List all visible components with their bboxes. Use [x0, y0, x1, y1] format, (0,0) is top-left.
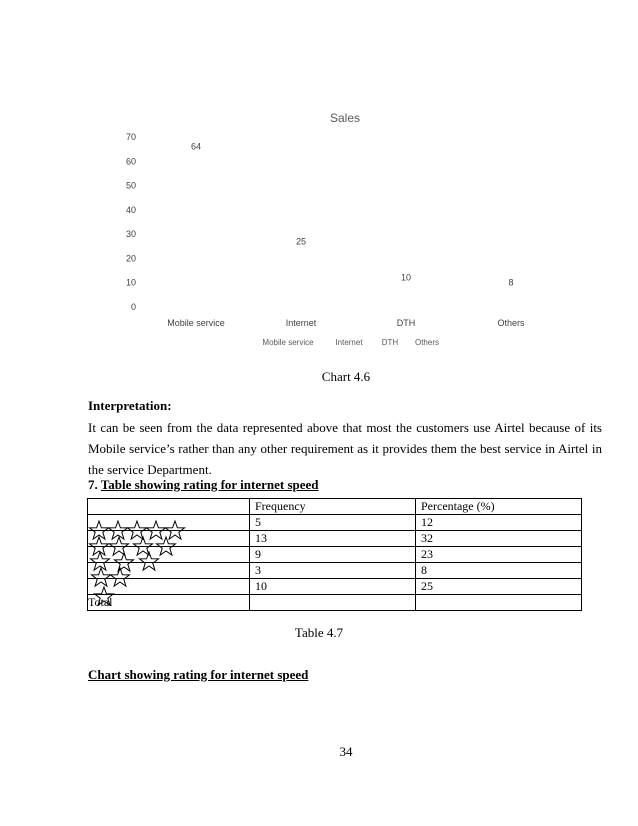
rating-table — [87, 498, 582, 611]
rating-cell — [88, 531, 250, 547]
total-percentage — [416, 595, 582, 611]
y-tick-label: 0 — [130, 302, 136, 312]
frequency-cell: 13 — [250, 531, 416, 547]
chart-caption: Chart 4.6 — [321, 369, 371, 384]
percentage-cell: 12 — [416, 515, 582, 531]
category-label: Mobile service — [167, 318, 225, 328]
category-label: Internet — [285, 318, 317, 328]
frequency-cell: 3 — [250, 563, 416, 579]
legend-entry: DTH — [381, 338, 399, 347]
section-title: Table showing rating for internet speed — [100, 477, 319, 492]
rating-cell — [88, 563, 250, 579]
table-total-row — [88, 595, 582, 611]
legend-entry: Others — [414, 338, 440, 347]
chart-heading: Chart showing rating for internet speed — [88, 667, 309, 682]
category-labels — [167, 318, 525, 328]
y-tick-label: 10 — [125, 277, 136, 288]
percentage-cell: 23 — [416, 547, 582, 563]
percentage-cell: 25 — [416, 579, 582, 595]
bar-group — [166, 152, 541, 307]
rating-cell — [88, 515, 250, 531]
category-label: DTH — [396, 318, 416, 328]
section-7-heading — [88, 477, 319, 493]
bar-dth — [376, 283, 436, 307]
y-tick-label: 20 — [125, 253, 136, 264]
table-row — [88, 547, 582, 563]
interpretation-text: It can be seen from the data represented above that most the customers use Airtel because of its Mobile service’s rather than any other requirement as it provides them the best service in Airtel in the service Department. — [88, 420, 602, 477]
table-row — [88, 515, 582, 531]
data-label: 64 — [190, 141, 202, 152]
table-row — [88, 563, 582, 579]
y-tick-label: 70 — [125, 132, 136, 142]
y-axis-ticks — [126, 132, 136, 312]
legend-entry: Mobile service — [262, 338, 314, 347]
table-row — [88, 579, 582, 595]
header-rating — [88, 499, 250, 515]
y-tick-label: 60 — [125, 156, 136, 167]
page-number: 34 — [339, 744, 353, 759]
frequency-cell: 5 — [250, 515, 416, 531]
sales-bar-chart — [0, 0, 638, 360]
bar-internet — [271, 246, 331, 307]
header-frequency: Frequency — [250, 499, 416, 515]
table-row — [88, 531, 582, 547]
total-frequency — [250, 595, 416, 611]
data-label: 10 — [400, 272, 412, 283]
data-label: 25 — [295, 236, 307, 247]
table-header-row — [88, 499, 582, 515]
legend-entry: Internet — [335, 338, 363, 347]
rating-cell — [88, 547, 250, 563]
y-tick-label: 30 — [125, 229, 136, 240]
data-label: 8 — [508, 277, 514, 288]
chart-title: Sales — [329, 111, 361, 125]
bar-mobile-service — [166, 152, 226, 307]
category-label: Others — [497, 318, 525, 328]
total-label: Total — [88, 595, 250, 611]
rating-cell — [88, 579, 250, 595]
frequency-cell: 10 — [250, 579, 416, 595]
section-number: 7. — [88, 477, 98, 492]
y-tick-label: 40 — [125, 204, 136, 215]
chart-legend — [262, 338, 439, 347]
data-labels — [191, 142, 514, 288]
interpretation-heading: Interpretation: — [88, 398, 172, 413]
table-caption: Table 4.7 — [294, 625, 344, 640]
percentage-cell: 32 — [416, 531, 582, 547]
bar-others — [481, 288, 541, 307]
header-percentage: Percentage (%) — [416, 499, 582, 515]
y-tick-label: 50 — [125, 180, 136, 191]
frequency-cell: 9 — [250, 547, 416, 563]
percentage-cell: 8 — [416, 563, 582, 579]
